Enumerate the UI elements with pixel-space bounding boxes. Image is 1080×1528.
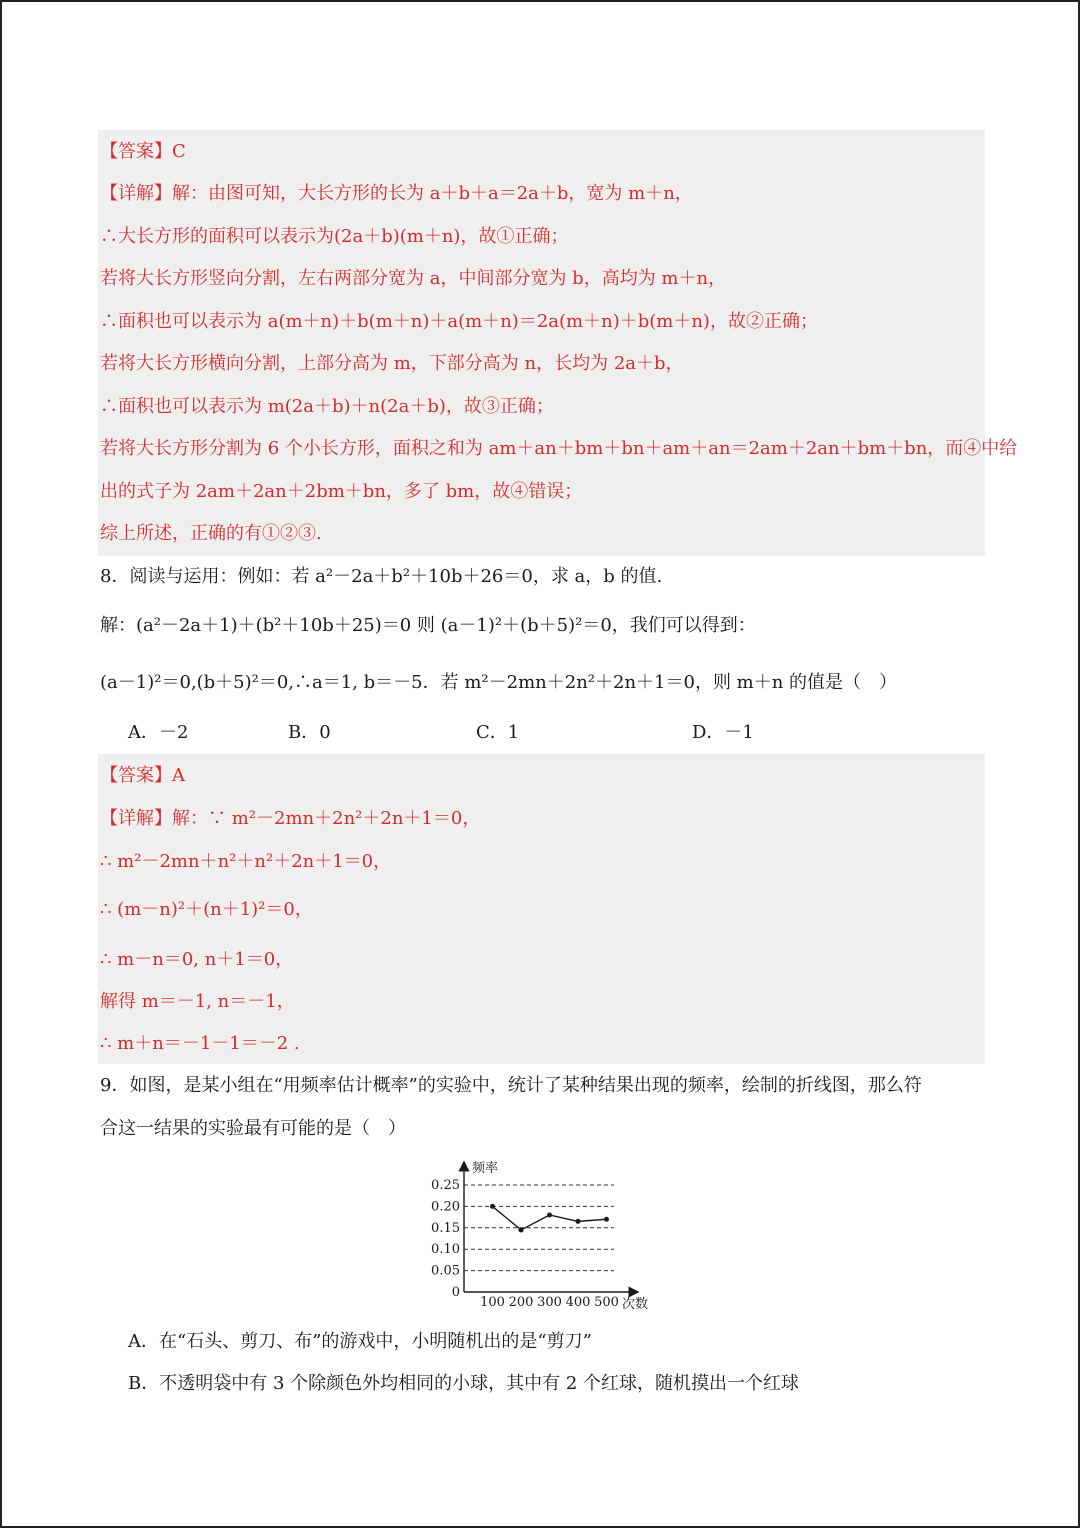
answer7-line-10: 综上所述，正确的有①②③. — [100, 523, 322, 544]
y-tick-label: 0.25 — [431, 1178, 460, 1193]
y-tick-label: 0.10 — [431, 1242, 460, 1258]
question8-option-d: D．－1 — [692, 722, 754, 743]
answer7-line-8: 若将大长方形分割为 6 个小长方形，面积之和为 am＋an＋bm＋bn＋am＋an＝2am＋2an＋bm＋bn，而④中给 — [100, 438, 1018, 459]
question8-option-b: B．0 — [288, 722, 331, 743]
answer8-line-4: ∴ (m－n)²＋(n＋1)²＝0， — [100, 899, 313, 920]
question8-line-2: 解：(a²－2a＋1)＋(b²＋10b＋25)＝0 则 (a－1)²＋(b＋5)²＝0，我们可以得到： — [100, 615, 756, 636]
data-point — [519, 1227, 524, 1232]
x-tick-label: 300 — [537, 1295, 562, 1310]
y-axis-label: 频率 — [472, 1161, 499, 1176]
answer7-line-3: ∴大长方形的面积可以表示为(2a＋b)(m＋n)，故①正确； — [100, 226, 569, 247]
data-point — [604, 1217, 609, 1222]
data-point — [576, 1219, 581, 1224]
question9-option-b: B．不透明袋中有 3 个除颜色外均相同的小球，其中有 2 个红球，随机摸出一个红球 — [128, 1373, 800, 1394]
y-tick-label: 0 — [451, 1285, 460, 1300]
x-tick-label: 400 — [565, 1295, 591, 1310]
answer7-line-2: 【详解】解：由图可知，大长方形的长为 a＋b＋a＝2a＋b，宽为 m＋n， — [100, 183, 693, 204]
question8-line-1: 8．阅读与运用：例如：若 a²－2a＋b²＋10b＋26＝0，求 a，b 的值. — [100, 566, 663, 587]
data-point — [490, 1204, 495, 1209]
answer7-line-9: 出的式子为 2am＋2an＋2bm＋bn，多了 bm，故④错误； — [100, 481, 583, 502]
answer8-line-5: ∴ m－n＝0, n＋1＝0， — [100, 949, 294, 970]
x-tick-label: 200 — [508, 1295, 534, 1310]
answer7-line-1: 【答案】C — [100, 141, 186, 162]
answer8-line-6: 解得 m＝－1, n＝－1， — [100, 991, 295, 1012]
answer7-line-7: ∴面积也可以表示为 m(2a＋b)＋n(2a＋b)，故③正确； — [100, 396, 554, 417]
answer8-line-2: 【详解】解：∵ m²－2mn＋2n²＋2n＋1＝0， — [100, 808, 481, 829]
question9-line-1: 9．如图，是某小组在“用频率估计概率”的实验中，统计了某种结果出现的频率，绘制的折线图，那么符 — [100, 1075, 922, 1096]
question8-option-a: A．－2 — [128, 722, 189, 743]
y-tick-label: 0.15 — [431, 1220, 460, 1236]
y-tick-label: 0.20 — [431, 1199, 460, 1215]
x-tick-label: 100 — [480, 1295, 505, 1310]
answer7-line-4: 若将大长方形竖向分割，左右两部分宽为 a，中间部分宽为 b，高均为 m＋n， — [100, 268, 727, 289]
answer7-line-5: ∴面积也可以表示为 a(m＋n)＋b(m＋n)＋a(m＋n)＝2a(m＋n)＋b(m＋n)，故②正确； — [100, 311, 818, 332]
answer7-line-6: 若将大长方形横向分割，上部分高为 m，下部分高为 n，长均为 2a＋b， — [100, 353, 684, 374]
data-point — [547, 1212, 552, 1217]
x-axis-label: 次数 — [622, 1297, 649, 1312]
y-tick-label: 0.05 — [431, 1263, 460, 1279]
answer8-line-7: ∴ m＋n＝－1－1＝－2 . — [100, 1033, 300, 1054]
answer8-line-1: 【答案】A — [100, 765, 185, 786]
question8-line-3: (a－1)²＝0,(b＋5)²＝0,∴a＝1, b＝－5．若 m²－2mn＋2n²＋2n＋1＝0，则 m＋n 的值是（ ） — [100, 672, 898, 693]
question9-line-2: 合这一结果的实验最有可能的是（ ） — [100, 1118, 406, 1139]
answer8-line-3: ∴ m²－2mn＋n²＋n²＋2n＋1＝0， — [100, 851, 392, 872]
frequency-series-line — [493, 1206, 607, 1230]
frequency-line-chart — [422, 1154, 662, 1314]
x-tick-label: 500 — [594, 1295, 619, 1310]
question8-option-c: C．1 — [476, 722, 520, 743]
question9-option-a: A．在“石头、剪刀、布”的游戏中，小明随机出的是“剪刀” — [128, 1331, 592, 1352]
